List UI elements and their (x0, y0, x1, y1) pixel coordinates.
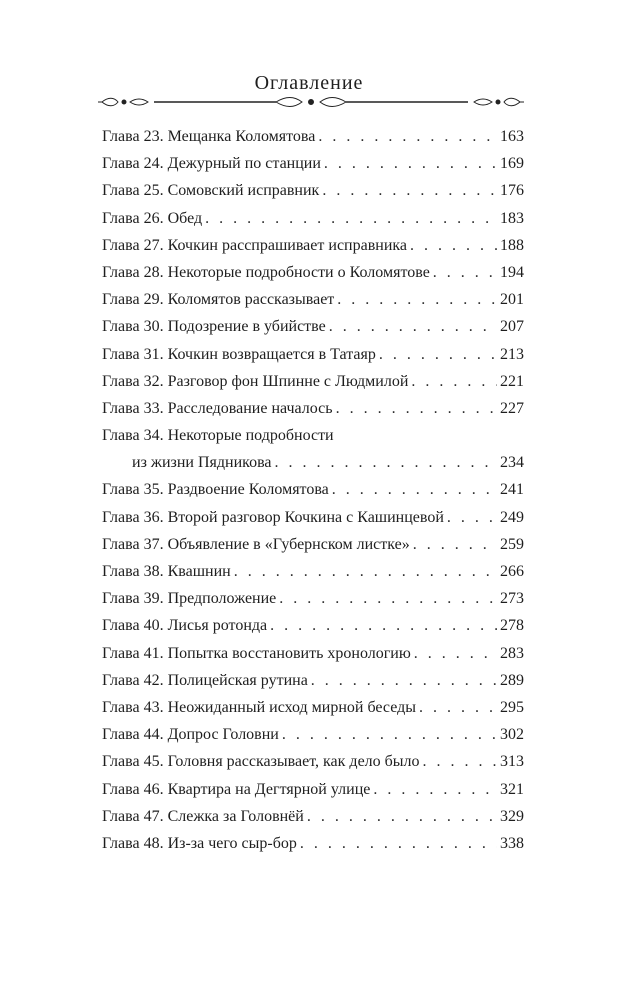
chapter-title: Из-за чего сыр-бор (167, 834, 297, 852)
chapter-title: Кочкин расспрашивает исправника (167, 236, 408, 254)
page-number: 169 (500, 155, 524, 173)
chapter-number: Глава 28. (102, 263, 164, 281)
toc-entry[interactable] (102, 259, 524, 286)
toc-entry[interactable] (102, 123, 524, 150)
page-title: Оглавление (254, 72, 364, 94)
chapter-number: Глава 46. (102, 780, 164, 798)
toc-entry[interactable] (102, 531, 524, 558)
toc-entry[interactable] (102, 476, 524, 503)
leader-dots (433, 259, 497, 286)
chapter-number: Глава 23. (102, 128, 164, 145)
page-number: 259 (500, 535, 524, 553)
chapter-number: Глава 33. (102, 399, 164, 417)
leader-dots (205, 205, 497, 232)
chapter-number: Глава 43. (102, 698, 164, 716)
chapter-number: Глава 32. (102, 372, 164, 390)
chapter-title: Лисья ротонда (167, 617, 268, 635)
chapter-title: Мещанка Коломятова (167, 128, 316, 145)
chapter-number: Глава 30. (102, 318, 164, 336)
chapter-number: Глава 37. (102, 535, 164, 553)
leader-dots (336, 395, 497, 422)
chapter-title: Подозрение в убийстве (167, 318, 326, 336)
chapter-title: Предположение (167, 590, 277, 608)
leader-dots (379, 341, 497, 368)
page-number: 163 (500, 128, 524, 145)
leader-dots (282, 721, 497, 748)
leader-dots (318, 123, 497, 150)
leader-dots (337, 286, 497, 313)
leader-dots (419, 694, 497, 721)
page-number: 213 (500, 345, 524, 363)
leader-dots (322, 177, 497, 204)
chapter-title: Сомовский исправник (167, 182, 320, 200)
chapter-number: Глава 39. (102, 590, 164, 608)
leader-dots (414, 640, 497, 667)
leader-dots (279, 585, 497, 612)
chapter-number: Глава 31. (102, 345, 164, 363)
page-number: 289 (500, 671, 524, 689)
chapter-number: Глава 48. (102, 834, 164, 852)
page-number: 302 (500, 726, 524, 744)
toc-entry[interactable] (102, 341, 524, 368)
leader-dots (373, 776, 497, 803)
page-number: 321 (500, 780, 524, 798)
page-number: 234 (500, 454, 524, 472)
chapter-title-continuation: из жизни Пядникова (132, 454, 272, 472)
page-number: 266 (500, 563, 524, 581)
toc-entry[interactable] (102, 150, 524, 177)
toc-entry[interactable] (102, 640, 524, 667)
toc-entry[interactable] (102, 558, 524, 585)
chapter-title: Квашнин (167, 563, 231, 581)
page-number: 207 (500, 318, 524, 336)
toc-entry[interactable] (102, 803, 524, 830)
leader-dots (329, 313, 497, 340)
table-of-contents (102, 123, 524, 857)
chapter-number: Глава 35. (102, 481, 164, 499)
chapter-number: Глава 45. (102, 753, 164, 771)
leader-dots (300, 830, 497, 857)
toc-entry[interactable] (102, 205, 524, 232)
page-number: 194 (500, 263, 524, 281)
page-number: 249 (500, 508, 524, 526)
toc-entry[interactable] (102, 830, 524, 857)
page-number: 329 (500, 807, 524, 825)
chapter-title: Расследование началось (167, 399, 333, 417)
toc-entry[interactable] (102, 313, 524, 340)
chapter-title: Разговор фон Шпинне с Людмилой (167, 372, 409, 390)
toc-entry[interactable] (102, 612, 524, 639)
toc-entry[interactable] (102, 667, 524, 694)
toc-entry[interactable] (102, 585, 524, 612)
leader-dots (324, 150, 497, 177)
page-number: 188 (500, 236, 524, 254)
leader-dots (275, 449, 497, 476)
page-number: 273 (500, 590, 524, 608)
chapter-title: Обед (167, 209, 203, 227)
leader-dots (332, 476, 497, 503)
chapter-number: Глава 24. (102, 155, 164, 173)
leader-dots (423, 748, 497, 775)
chapter-number: Глава 36. (102, 508, 164, 526)
toc-entry[interactable] (102, 776, 524, 803)
leader-dots (270, 612, 497, 639)
page-number: 283 (500, 644, 524, 662)
page-number: 221 (500, 372, 524, 390)
chapter-title: Объявление в «Губернском листке» (167, 535, 410, 553)
chapter-title: Некоторые подробности о Коломятове (167, 263, 430, 281)
chapter-number: Глава 25. (102, 182, 164, 200)
toc-entry[interactable] (102, 694, 524, 721)
chapter-number: Глава 34. (102, 427, 164, 445)
toc-entry[interactable] (102, 748, 524, 775)
chapter-number: Глава 44. (102, 726, 164, 744)
leader-dots (447, 504, 497, 531)
chapter-title: Слежка за Головнёй (167, 807, 304, 825)
chapter-title: Квартира на Дегтярной улице (167, 780, 371, 798)
page-number: 295 (500, 698, 524, 716)
chapter-title: Второй разговор Кочкина с Кашинцевой (167, 508, 444, 526)
leader-dots (410, 232, 497, 259)
chapter-title: Коломятов рассказывает (167, 291, 335, 309)
page-number: 183 (500, 209, 524, 227)
chapter-title: Попытка восстановить хронологию (167, 644, 411, 662)
chapter-title: Неожиданный исход мирной беседы (167, 698, 416, 716)
toc-entry[interactable] (102, 422, 524, 476)
chapter-number: Глава 40. (102, 617, 164, 635)
chapter-title: Дежурный по станции (167, 155, 321, 173)
leader-dots (411, 368, 497, 395)
page-number: 313 (500, 753, 524, 771)
chapter-title: Раздвоение Коломятова (167, 481, 329, 499)
chapter-number: Глава 47. (102, 807, 164, 825)
toc-entry[interactable] (102, 504, 524, 531)
chapter-title: Допрос Головни (167, 726, 279, 744)
toc-entry[interactable] (102, 395, 524, 422)
decorative-scroll-rule-icon (96, 95, 526, 109)
chapter-title: Полицейская рутина (167, 671, 308, 689)
chapter-number: Глава 38. (102, 563, 164, 581)
chapter-title: Кочкин возвращается в Татаяр (167, 345, 376, 363)
chapter-number: Глава 41. (102, 644, 164, 662)
leader-dots (307, 803, 497, 830)
chapter-number: Глава 29. (102, 291, 164, 309)
toc-entry[interactable] (102, 177, 524, 204)
chapter-number: Глава 42. (102, 671, 164, 689)
page-number: 227 (500, 399, 524, 417)
toc-entry[interactable] (102, 721, 524, 748)
chapter-title: Некоторые подробности (167, 427, 334, 445)
chapter-number: Глава 26. (102, 209, 164, 227)
leader-dots (311, 667, 497, 694)
chapter-title: Головня рассказывает, как дело было (167, 753, 420, 771)
leader-dots (234, 558, 497, 585)
page-number: 201 (500, 291, 524, 309)
page-number: 241 (500, 481, 524, 499)
chapter-number: Глава 27. (102, 236, 164, 254)
page-number: 278 (500, 617, 524, 635)
page-number: 338 (500, 834, 524, 852)
leader-dots (413, 531, 497, 558)
toc-entry[interactable] (102, 286, 524, 313)
toc-entry[interactable] (102, 232, 524, 259)
toc-entry[interactable] (102, 368, 524, 395)
page-number: 176 (500, 182, 524, 200)
